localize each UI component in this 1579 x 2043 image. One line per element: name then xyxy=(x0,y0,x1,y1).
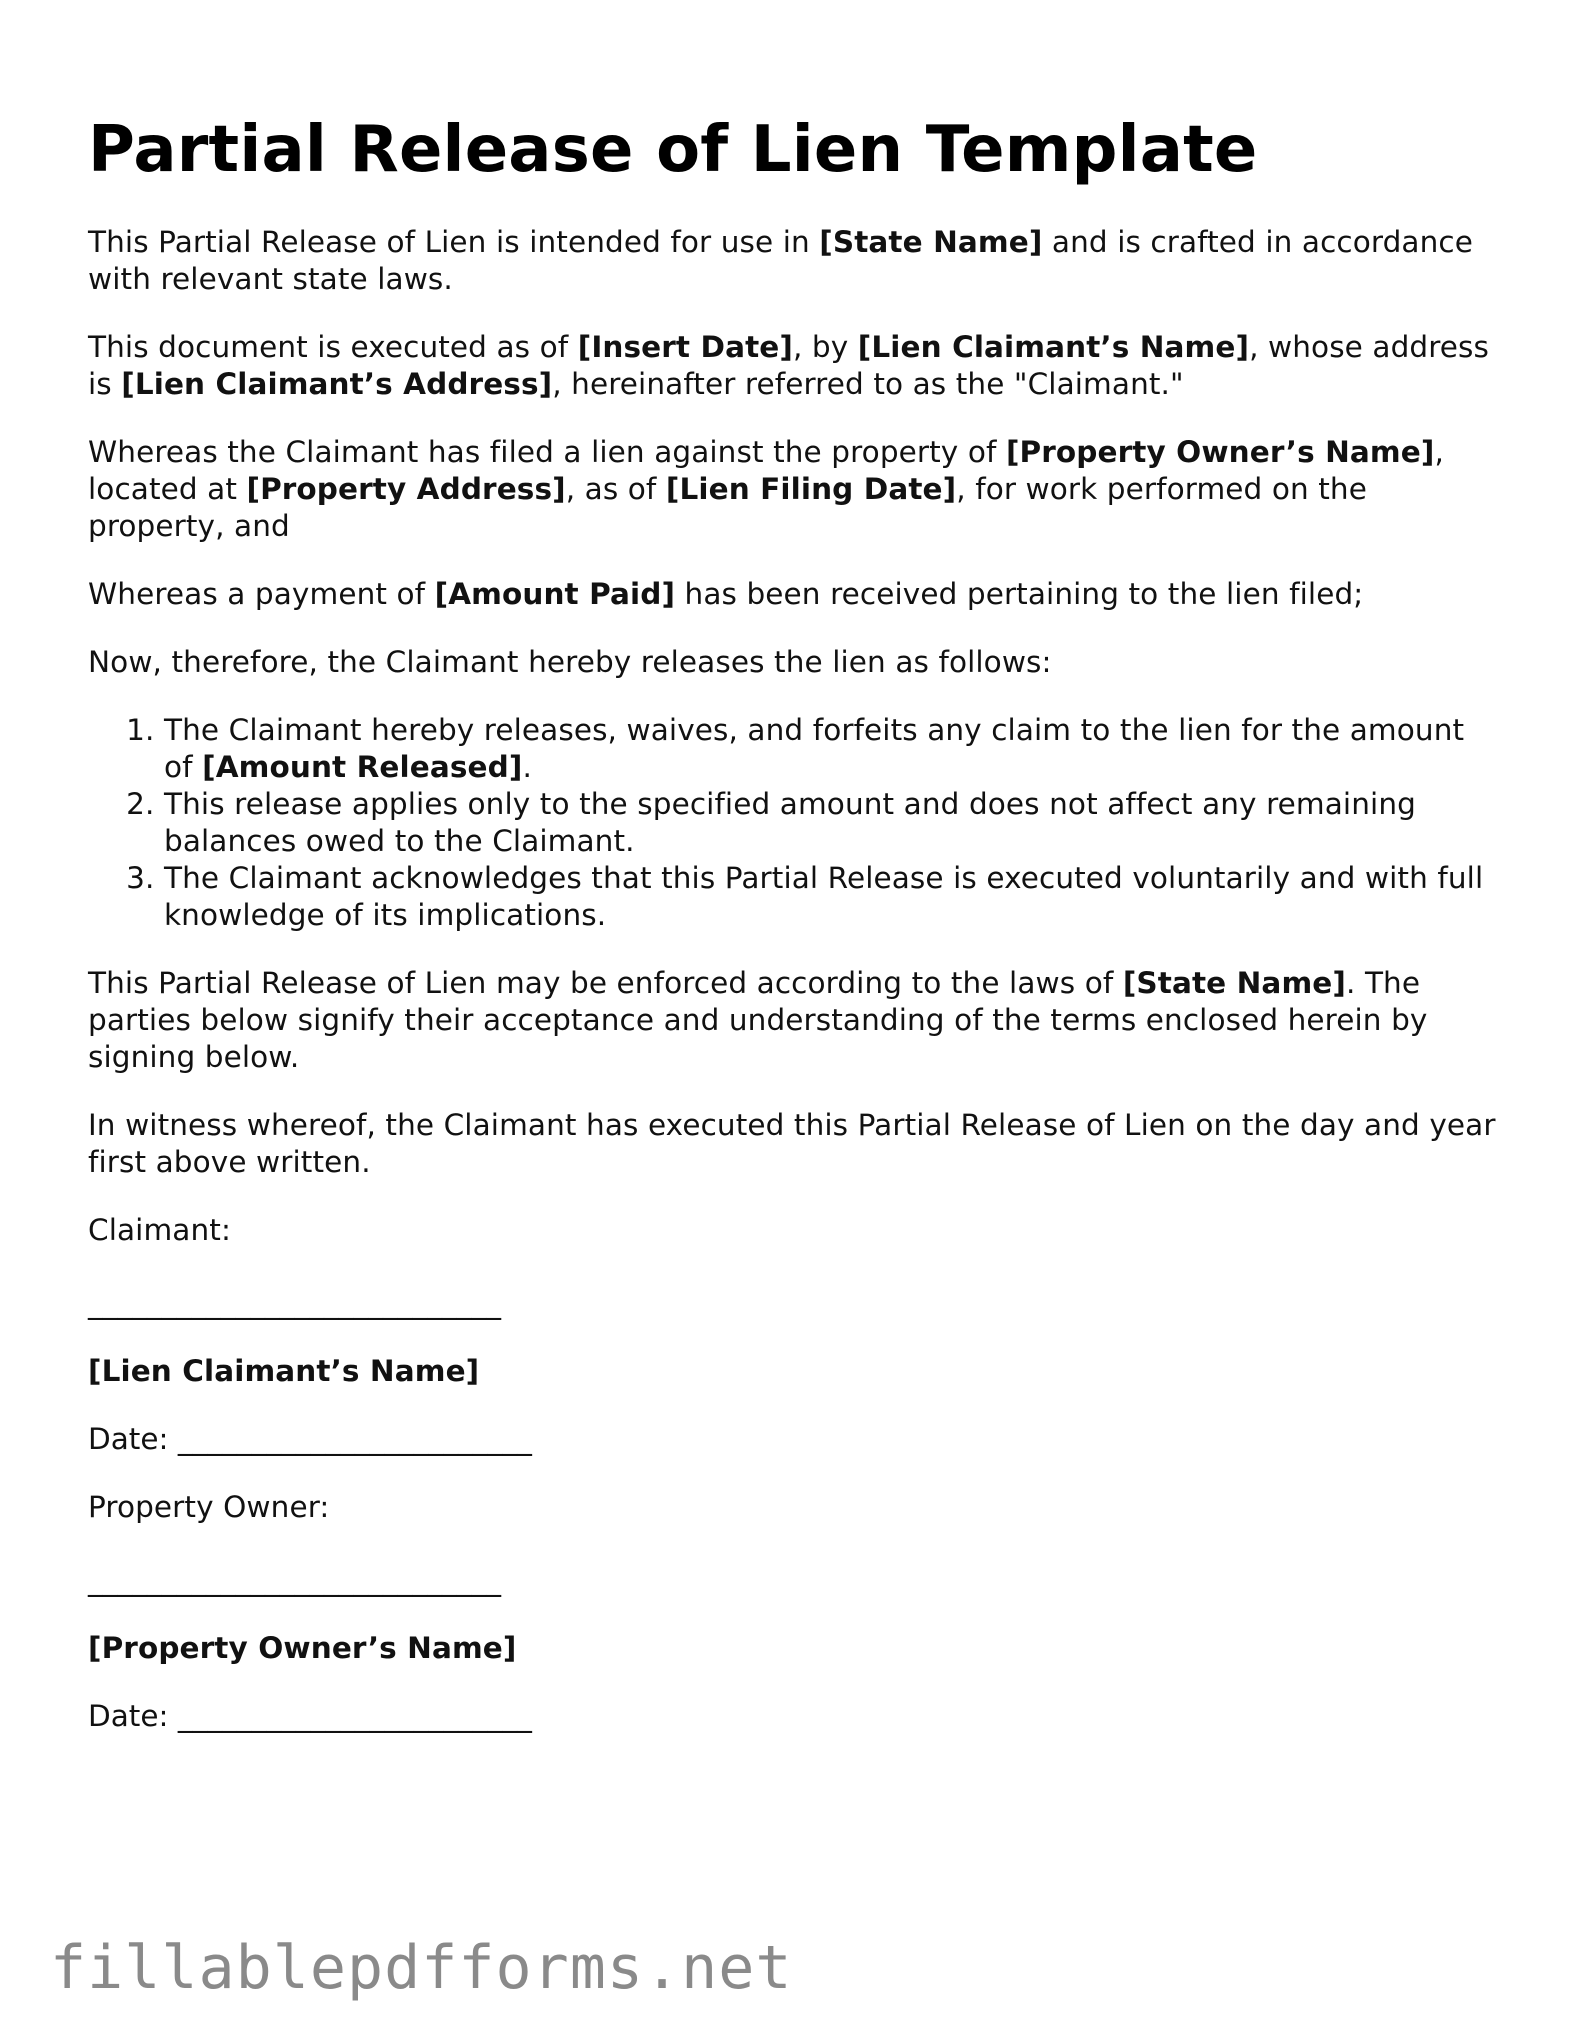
placeholder-state-name: [State Name] xyxy=(819,225,1043,259)
date-label: Date: xyxy=(88,1422,178,1456)
text-segment: , located at xyxy=(88,435,1444,506)
placeholder-owner-name: [Property Owner’s Name] xyxy=(88,1631,517,1665)
placeholder-insert-date: [Insert Date] xyxy=(577,330,793,364)
whereas-lien-paragraph xyxy=(88,434,1498,545)
placeholder-claimant-name: [Lien Claimant’s Name] xyxy=(857,330,1250,364)
placeholder-claimant-address: [Lien Claimant’s Address] xyxy=(121,367,553,401)
placeholder-claimant-name: [Lien Claimant’s Name] xyxy=(88,1354,480,1388)
text-segment: and is crafted in accordance with relevant state laws. xyxy=(88,225,1473,296)
list-item xyxy=(164,712,1498,786)
intro-paragraph xyxy=(88,224,1498,298)
owner-date-field[interactable]: ________________________ xyxy=(177,1699,532,1733)
list-item: 3. The Claimant acknowledges that this Partial Release is executed voluntarily and with full knowledge of its implications. xyxy=(164,860,1498,934)
text-segment: . xyxy=(522,750,532,784)
claimant-date-row xyxy=(88,1421,1498,1458)
text-segment: . The parties below signify their acceptance and understanding of the terms enclosed herein by signing below. xyxy=(88,966,1428,1074)
owner-label: Property Owner: xyxy=(88,1490,330,1524)
text-segment: has been received pertaining to the lien filed; xyxy=(675,577,1364,611)
text-segment: Whereas the Claimant has filed a lien against the property of xyxy=(88,435,1006,469)
text-segment: , by xyxy=(792,330,858,364)
placeholder-lien-filing-date: [Lien Filing Date] xyxy=(665,472,957,506)
claimant-signature-line[interactable]: ____________________________ xyxy=(88,1286,501,1320)
owner-signature-line[interactable]: ____________________________ xyxy=(88,1563,501,1597)
release-intro-paragraph: Now, therefore, the Claimant hereby releases the lien as follows: xyxy=(88,645,1052,679)
release-terms-list xyxy=(88,712,1498,934)
text-segment: This document is executed as of xyxy=(88,330,578,364)
list-item: 2. This release applies only to the specified amount and does not affect any remaining balances owed to the Claimant. xyxy=(164,786,1498,860)
text-segment: , hereinafter referred to as the "Claimant." xyxy=(552,367,1184,401)
placeholder-owner-name: [Property Owner’s Name] xyxy=(1005,435,1435,469)
owner-date-row xyxy=(88,1698,1498,1735)
claimant-name xyxy=(88,1353,1498,1390)
date-label: Date: xyxy=(88,1699,178,1733)
watermark-text: fillablepdfforms.net xyxy=(50,1933,793,2003)
text-segment: , as of xyxy=(565,472,666,506)
placeholder-state-name: [State Name] xyxy=(1122,966,1346,1000)
enforcement-paragraph xyxy=(88,965,1498,1076)
document-page xyxy=(88,110,1498,1766)
text-segment: , for work performed on the property, and xyxy=(88,472,1367,543)
claimant-label: Claimant: xyxy=(88,1213,231,1247)
placeholder-amount-paid: [Amount Paid] xyxy=(434,577,676,611)
text-segment: This Partial Release of Lien may be enforced according to the laws of xyxy=(88,966,1123,1000)
whereas-payment-paragraph xyxy=(88,576,1498,613)
owner-name xyxy=(88,1630,1498,1667)
placeholder-amount-released: [Amount Released] xyxy=(202,750,523,784)
text-segment: The Claimant hereby releases, waives, and forfeits any claim to the lien for the amount of xyxy=(164,713,1465,784)
witness-paragraph: In witness whereof, the Claimant has executed this Partial Release of Lien on the day and year first above written. xyxy=(88,1108,1496,1179)
placeholder-property-address: [Property Address] xyxy=(246,472,566,506)
claimant-date-field[interactable]: ________________________ xyxy=(177,1422,532,1456)
text-segment: This Partial Release of Lien is intended for use in xyxy=(88,225,820,259)
execution-paragraph xyxy=(88,329,1498,403)
text-segment: Whereas a payment of xyxy=(88,577,435,611)
document-title: Partial Release of Lien Template xyxy=(88,113,1258,187)
text-segment: , whose address is xyxy=(88,330,1489,401)
